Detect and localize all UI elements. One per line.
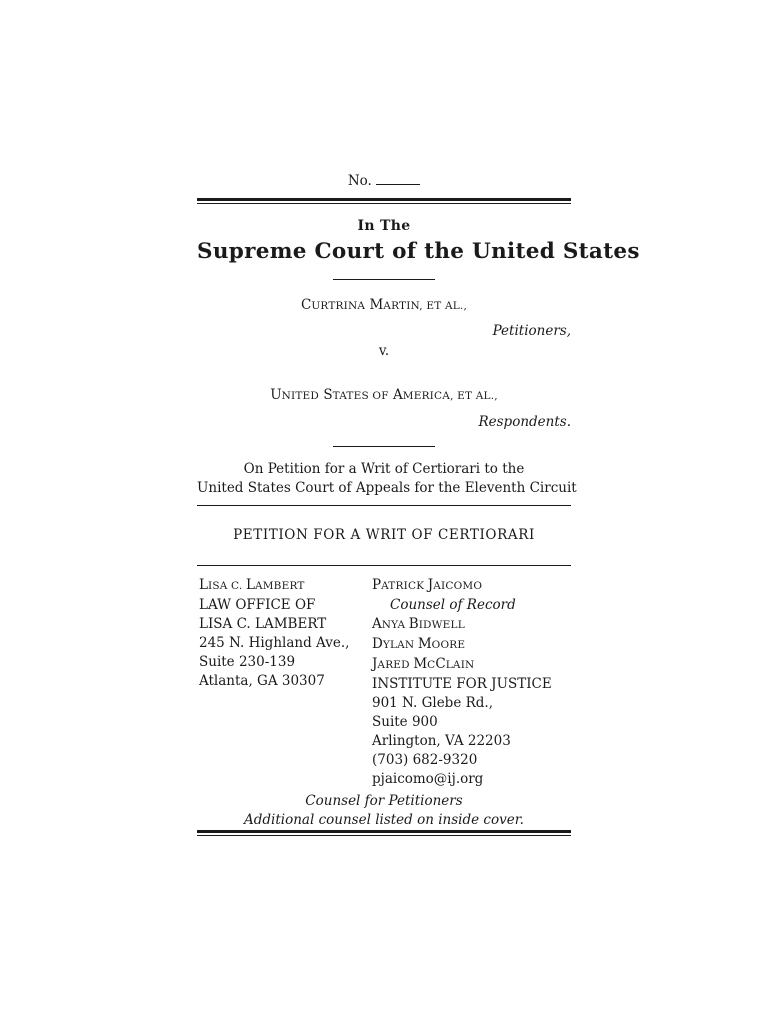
counsel-right-name-3: DYLAN MOORE [372, 636, 466, 652]
counsel-right-address-2: Suite 900 [372, 714, 438, 730]
counsel-left-column [199, 576, 369, 691]
short-rule-1 [333, 279, 435, 280]
counsel-left-firm-2: LISA C. LAMBERT [199, 616, 327, 632]
counsel-right-name-2: ANYA BIDWELL [372, 616, 465, 632]
bottom-double-rule [197, 830, 571, 833]
top-double-rule [197, 198, 571, 201]
in-the-heading: In The [357, 218, 411, 234]
counsel-left-address-1: 245 N. Highland Ave., [199, 635, 350, 651]
petition-line-2: United States Court of Appeals for the Eleventh Circuit [197, 480, 577, 496]
petitioner-role: Petitioners, [492, 323, 571, 339]
counsel-left-address-2: Suite 230-139 [199, 654, 296, 670]
footer-line-1: Counsel for Petitioners [305, 793, 463, 809]
rule-above-title [197, 505, 571, 506]
counsel-right-name-1: PATRICK JAICOMO [372, 577, 483, 593]
court-name: Supreme Court of the United States [197, 239, 640, 264]
cover-page [197, 0, 640, 1024]
respondent-name: UNITED STATES OF AMERICA, ET AL., [270, 387, 498, 403]
petitioner-name: CURTRINA MARTIN, ET AL., [301, 297, 467, 313]
counsel-right-address-1: 901 N. Glebe Rd., [372, 695, 493, 711]
counsel-of-record: Counsel of Record [390, 597, 516, 613]
petition-line-1: On Petition for a Writ of Certiorari to the [243, 461, 525, 477]
counsel-right-column [372, 576, 572, 789]
short-rule-2 [333, 446, 435, 447]
counsel-right-phone: (703) 682-9320 [372, 752, 478, 768]
counsel-right-email[interactable]: pjaicomo@ij.org [372, 771, 484, 787]
footer-line-2: Additional counsel listed on inside cover. [244, 812, 524, 828]
counsel-right-org: INSTITUTE FOR JUSTICE [372, 676, 552, 692]
rule-below-title [197, 565, 571, 566]
counsel-right-name-4: JARED MCCLAIN [372, 656, 475, 672]
counsel-right-address-3: Arlington, VA 22203 [372, 733, 511, 749]
document-title: PETITION FOR A WRIT OF CERTIORARI [233, 527, 535, 543]
counsel-left-name: LISA C. LAMBERT [199, 577, 305, 593]
counsel-left-address-3: Atlanta, GA 30307 [199, 673, 325, 689]
docket-label: No. [347, 173, 372, 189]
counsel-left-firm-1: LAW OFFICE OF [199, 597, 316, 613]
docket-blank [376, 172, 420, 185]
docket-number [197, 172, 571, 191]
versus: v. [378, 343, 390, 359]
respondent-role: Respondents. [478, 414, 571, 430]
